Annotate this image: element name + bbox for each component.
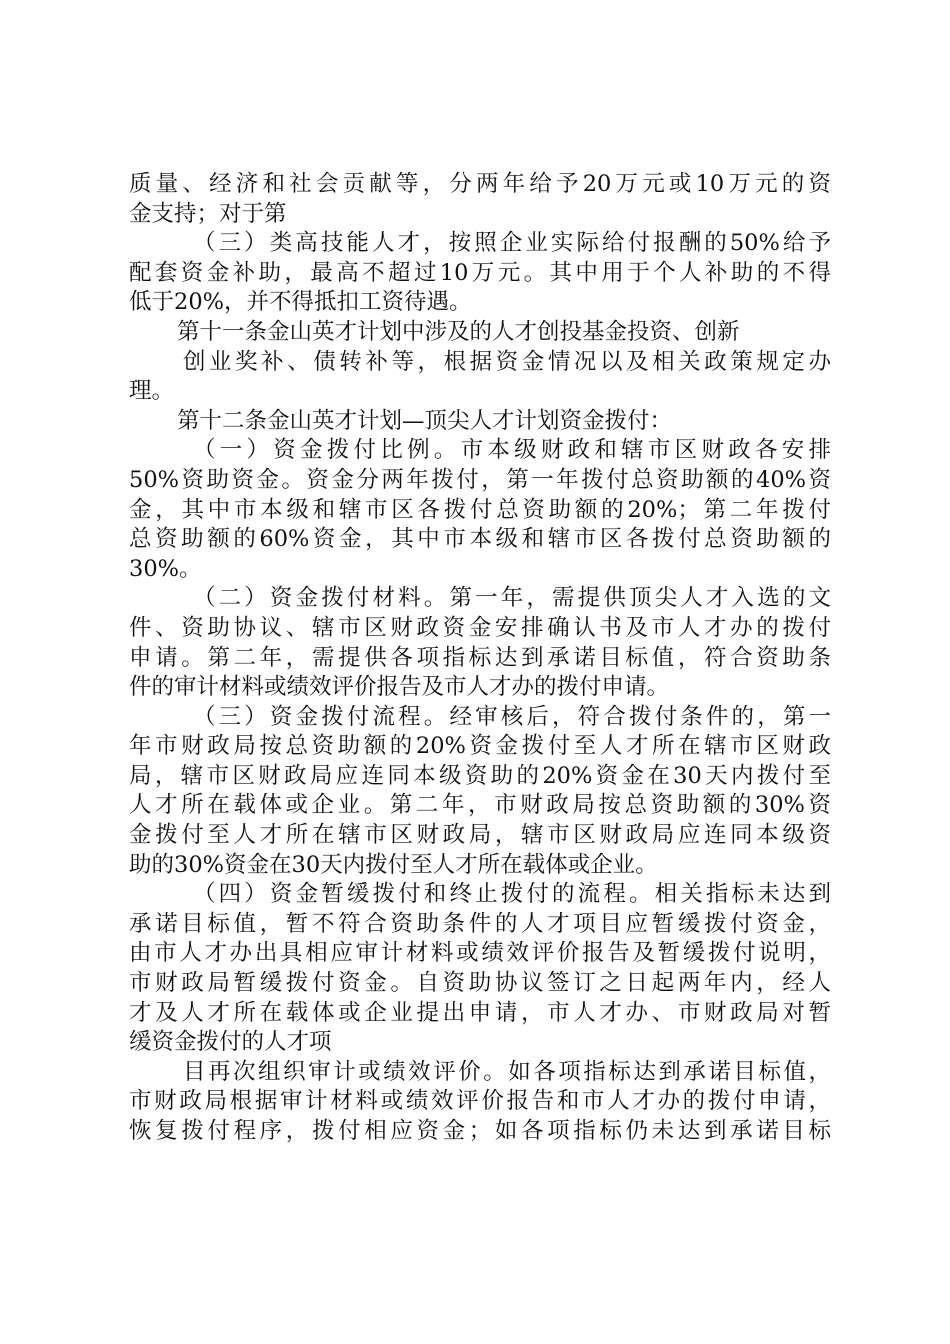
text-line: 目再次组织审计或绩效评价。如各项指标达到承诺目标值，: [183, 1058, 831, 1085]
text-line: 30%。: [129, 555, 202, 582]
text-line: 件的审计材料或绩效评价报告及市人才办的拨付申请。: [129, 674, 670, 701]
text-line: （四）资金暂缓拨付和终止拨付的流程。相关指标未达到: [193, 881, 831, 908]
text-line: 缓资金拨付的人才项: [129, 1029, 332, 1056]
text-line: 申请。第二年，需提供各项指标达到承诺目标值，符合资助条: [129, 644, 831, 671]
text-line: 件、资助协议、辖市区财政资金安排确认书及市人才办的拨付: [129, 614, 831, 641]
text-line: 承诺目标值，暂不符合资助条件的人才项目应暂缓拨付资金，: [129, 910, 831, 937]
text-line: 市财政局根据审计材料或绩效评价报告和市人才办的拨付申请，: [129, 1088, 831, 1115]
text-line: 年市财政局按总资助额的20%资金拨付至人才所在辖市区财政: [129, 733, 831, 760]
text-line: （三）类高技能人才，按照企业实际给付报酬的50%给予: [193, 230, 831, 257]
text-line: 低于20%，并不得抵扣工资待遇。: [129, 289, 472, 316]
text-line: 局，辖市区财政局应连同本级资助的20%资金在30天内拨付至: [129, 762, 831, 789]
text-line: 人才所在载体或企业。第二年，市财政局按总资助额的30%资: [129, 792, 831, 819]
document-body: [129, 170, 831, 1147]
text-line: （一）资金拨付比例。市本级财政和辖市区财政各安排: [193, 437, 831, 464]
text-line: 由市人才办出具相应审计材料或绩效评价报告及暂缓拨付说明，: [129, 940, 831, 967]
text-line: 第十二条金山英才计划—顶尖人才计划资金拨付：: [177, 407, 673, 434]
text-line: 市财政局暂缓拨付资金。自资助协议签订之日起两年内，经人: [129, 970, 831, 997]
text-line: 创业奖补、债转补等，根据资金情况以及相关政策规定办: [183, 348, 831, 375]
text-line: （三）资金拨付流程。经审核后，符合拨付条件的，第一: [193, 703, 831, 730]
text-line: 金拨付至人才所在辖市区财政局，辖市区财政局应连同本级资: [129, 822, 831, 849]
text-line: 理。: [129, 378, 175, 405]
text-line: 总资助额的60%资金，其中市本级和辖市区各拨付总资助额的: [129, 526, 831, 553]
text-line: 质量、经济和社会贡献等，分两年给予20万元或10万元的资: [129, 171, 831, 197]
text-line: 50%资助资金。资金分两年拨付，第一年拨付总资助额的40%资: [129, 466, 831, 493]
text-line: 金支持；对于第: [129, 200, 287, 227]
text-line: 金，其中市本级和辖市区各拨付总资助额的20%；第二年拨付: [129, 496, 831, 523]
text-line: 第十一条金山英才计划中涉及的人才创投基金投资、创新: [177, 318, 740, 345]
text-line: （二）资金拨付材料。第一年，需提供顶尖人才入选的文: [193, 585, 831, 612]
text-line: 配套资金补助，最高不超过10万元。其中用于个人补助的不得: [129, 259, 831, 286]
text-line: 才及人才所在载体或企业提出申请，市人才办、市财政局对暂: [129, 999, 831, 1026]
text-line: 助的30%资金在30天内拨付至人才所在载体或企业。: [129, 851, 658, 878]
text-line: 恢复拨付程序，拨付相应资金；如各项指标仍未达到承诺目标: [129, 1118, 831, 1144]
